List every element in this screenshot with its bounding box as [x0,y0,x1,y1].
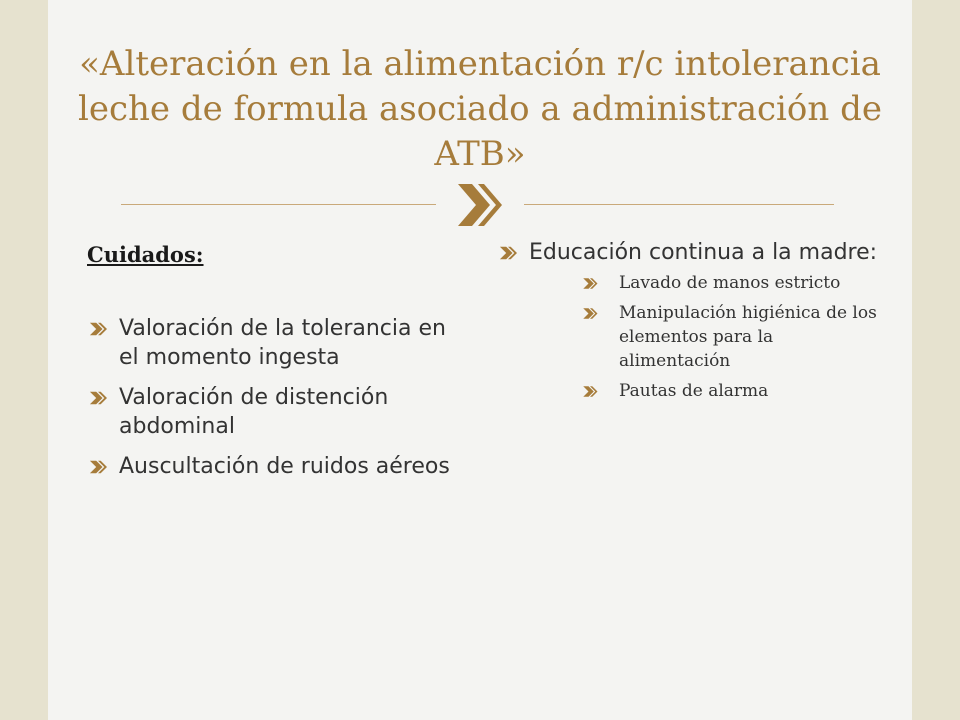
list-item [87,383,457,441]
sub-list-item [581,379,887,403]
list-item [87,452,457,481]
arrow-bullet-icon [581,276,599,291]
educacion-sub-list [497,271,887,403]
list-item [87,314,457,372]
list-item-text: Valoración de distención abdominal [119,385,389,439]
left-column [87,238,457,492]
list-item-text: Auscultación de ruidos aéreos [119,454,450,479]
double-arrow-ornament-icon [454,180,508,230]
sub-list-item [581,301,887,373]
title-divider-left [121,204,436,205]
arrow-bullet-icon [581,306,599,321]
arrow-bullet-icon [87,458,109,476]
sub-list-item [581,271,887,295]
list-item [497,238,887,403]
arrow-bullet-icon [87,320,109,338]
sub-list-item-text: Manipulación higiénica de los elementos para la alimentación [619,303,877,371]
educacion-list [497,238,887,403]
arrow-bullet-icon [87,389,109,407]
arrow-bullet-icon [581,384,599,399]
list-item-text: Educación continua a la madre: [529,240,878,265]
cuidados-list [87,314,457,481]
sub-list-item-text: Pautas de alarma [619,381,769,401]
title-divider-right [524,204,834,205]
slide-title: «Alteración en la alimentación r/c intolerancia leche de formula asociado a administración de ATB» [78,44,882,174]
list-item-text: Valoración de la tolerancia en el momento ingesta [119,316,446,370]
arrow-bullet-icon [497,244,519,262]
sub-list-item-text: Lavado de manos estricto [619,273,841,293]
right-column [497,238,887,409]
cuidados-heading: Cuidados: [87,242,204,267]
